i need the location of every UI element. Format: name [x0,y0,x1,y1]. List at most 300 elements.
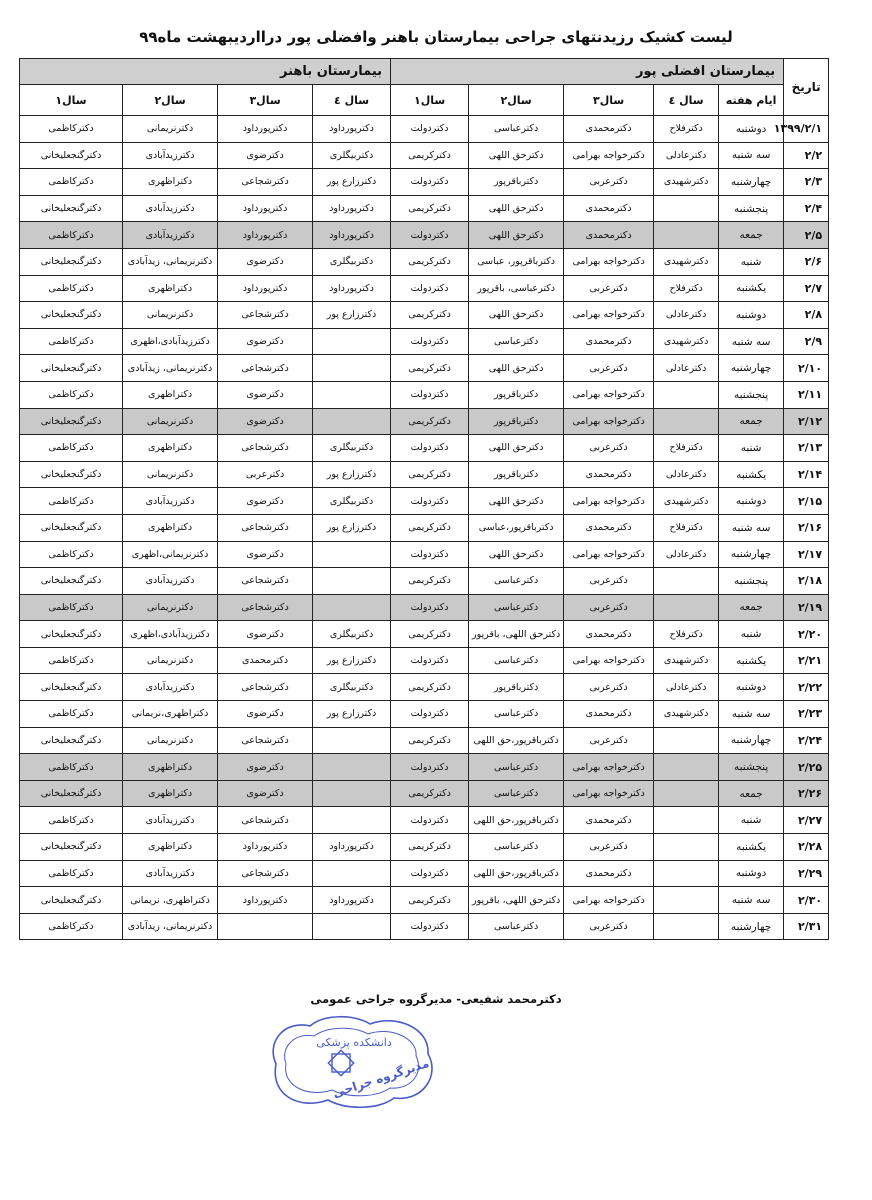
a-year1-cell: دکترکریمی [391,355,469,382]
a-year1-cell: دکتردولت [391,754,469,781]
table-row [20,727,829,754]
a-year1-cell: دکترکریمی [391,674,469,701]
date-cell: ۲/۵ [784,222,829,249]
date-cell: ۲/۸ [784,302,829,329]
weekday-cell: شنبه [719,621,784,648]
b-year4-cell: دکترپورداود [313,275,391,302]
b-year1-cell: دکترکاظمی [20,701,123,728]
b-year1-cell: دکترکاظمی [20,913,123,940]
a-year2-cell: دکترحق اللهی [469,142,564,169]
date-cell: ۲/۳۰ [784,887,829,914]
date-cell: ۲/۱۷ [784,541,829,568]
a-year3-cell: دکترمحمدی [564,514,654,541]
b-year2-cell: دکترزیدآبادی،اظهری [123,328,218,355]
b-year1-cell: دکترکاظمی [20,116,123,143]
a-year4-cell [654,807,719,834]
a-year4-cell: دکترعادلی [654,142,719,169]
b-year4-cell: دکترزارع پور [313,647,391,674]
table-row [20,568,829,595]
table-row [20,169,829,196]
a-year1-cell: دکترکریمی [391,302,469,329]
b-year4-cell: دکتربیگلری [313,142,391,169]
b-year4-cell [313,594,391,621]
a-year1-cell: دکتردولت [391,541,469,568]
table-row [20,222,829,249]
weekday-cell: یکشنبه [719,275,784,302]
table-row [20,647,829,674]
a-year3-cell: دکترخواجه بهرامی [564,381,654,408]
b-year3-cell: دکترشجاعی [218,514,313,541]
hospital-header-row [20,59,829,85]
a-year4-cell: دکترفلاح [654,514,719,541]
b-year2-cell: دکترنریمانی [123,727,218,754]
weekday-cell: دوشنبه [719,302,784,329]
a-year4-cell: دکترشهیدی [654,647,719,674]
a-year4-cell [654,887,719,914]
a-year2-cell: دکترعباسی، باقرپور [469,275,564,302]
a-year1-cell: دکترکریمی [391,461,469,488]
a-year1-cell: دکتردولت [391,435,469,462]
b-year1-cell: دکترگنجعلیخانی [20,727,123,754]
b-year1-cell: دکترگنجعلیخانی [20,674,123,701]
weekday-cell: پنجشنبه [719,381,784,408]
date-cell: ۲/۷ [784,275,829,302]
b-year2-cell: دکترنریمانی [123,116,218,143]
a-year3-cell: دکترمحمدی [564,860,654,887]
b-year1-cell: دکترگنجعلیخانی [20,461,123,488]
b-year4-cell: دکترپورداود [313,222,391,249]
b-year1-cell: دکترکاظمی [20,594,123,621]
a-year1-cell: دکتردولت [391,116,469,143]
b-year2-header: سال۲ [123,85,218,116]
b-year2-cell: دکترزیدآبادی [123,860,218,887]
weekday-cell: یکشنبه [719,834,784,861]
date-cell: ۲/۳ [784,169,829,196]
a-year3-cell: دکترخواجه بهرامی [564,780,654,807]
a-year2-cell: دکترحق اللهی [469,435,564,462]
b-year2-cell: دکتراظهری،نریمانی [123,701,218,728]
a-year3-cell: دکترمحمدی [564,807,654,834]
b-year3-cell: دکترپورداود [218,275,313,302]
date-cell: ۲/۶ [784,248,829,275]
a-year2-cell: دکترباقرپور [469,169,564,196]
a-year2-cell: دکترحق اللهی [469,222,564,249]
a-year4-cell: دکترفلاح [654,621,719,648]
b-year1-header: سال۱ [20,85,123,116]
a-year2-cell: دکترباقرپور، عباسی [469,248,564,275]
weekday-cell: پنجشنبه [719,195,784,222]
table-row [20,328,829,355]
b-year2-cell: دکترنریمانی [123,594,218,621]
b-year4-cell: دکترپورداود [313,834,391,861]
table-row [20,834,829,861]
b-year2-cell: دکتراظهری [123,834,218,861]
date-cell: ۲/۲۲ [784,674,829,701]
b-year4-cell: دکترزارع پور [313,302,391,329]
a-year1-cell: دکتردولت [391,328,469,355]
b-year3-cell: دکترشجاعی [218,807,313,834]
table-row [20,594,829,621]
b-year4-cell [313,328,391,355]
a-year2-cell: دکترحق اللهی [469,195,564,222]
a-year4-cell [654,594,719,621]
a-year4-cell [654,780,719,807]
b-year3-cell: دکترضوی [218,541,313,568]
a-year1-cell: دکتردولت [391,381,469,408]
column-header-row [20,85,829,116]
date-cell: ۲/۲۹ [784,860,829,887]
b-year3-cell: دکترضوی [218,408,313,435]
date-cell: ۲/۲ [784,142,829,169]
a-year3-cell: دکترعربی [564,674,654,701]
b-year2-cell: دکتراظهری [123,754,218,781]
a-year1-cell: دکترکریمی [391,621,469,648]
b-year3-cell: دکترضوی [218,328,313,355]
a-year4-cell: دکترشهیدی [654,248,719,275]
a-year2-cell: دکترحق اللهی [469,355,564,382]
b-year2-cell: دکترنریمانی، زیدآبادی [123,248,218,275]
b-year3-cell: دکترعربی [218,461,313,488]
table-row [20,248,829,275]
b-year3-cell: دکترشجاعی [218,435,313,462]
date-cell: ۲/۳۱ [784,913,829,940]
b-year1-cell: دکترکاظمی [20,275,123,302]
a-year3-header: سال۳ [564,85,654,116]
b-year3-cell: دکترشجاعی [218,355,313,382]
a-year3-cell: دکترعربی [564,727,654,754]
a-year2-header: سال۲ [469,85,564,116]
a-year4-cell: دکترعادلی [654,541,719,568]
table-row [20,195,829,222]
b-year4-cell [313,568,391,595]
a-year3-cell: دکترمحمدی [564,116,654,143]
a-year1-cell: دکترکریمی [391,568,469,595]
b-year3-cell: دکترمحمدی [218,647,313,674]
department-stamp [262,1012,442,1112]
b-year2-cell: دکتراظهری [123,381,218,408]
b-year4-cell: دکترزارع پور [313,461,391,488]
b-year4-cell [313,807,391,834]
b-year4-cell: دکتربیگلری [313,621,391,648]
b-year2-cell: دکترزیدآبادی [123,807,218,834]
date-cell: ۲/۱۱ [784,381,829,408]
table-row [20,275,829,302]
b-year1-cell: دکترکاظمی [20,328,123,355]
a-year1-cell: دکترکریمی [391,780,469,807]
b-year2-cell: دکترزیدآبادی [123,142,218,169]
weekday-cell: یکشنبه [719,461,784,488]
b-year2-cell: دکترنریمانی [123,647,218,674]
b-year1-cell: دکترکاظمی [20,807,123,834]
a-year3-cell: دکترخواجه بهرامی [564,488,654,515]
a-year3-cell: دکترخواجه بهرامی [564,408,654,435]
b-year4-cell: دکتربیگلری [313,488,391,515]
stamp-faculty-text: دانشکده پزشکی [316,1036,392,1049]
date-cell: ۲/۲۷ [784,807,829,834]
date-cell: ۲/۱۶ [784,514,829,541]
b-year4-cell [313,754,391,781]
weekday-cell: جمعه [719,780,784,807]
weekday-cell: دوشنبه [719,860,784,887]
a-year2-cell: دکترعباسی [469,328,564,355]
table-row [20,807,829,834]
b-year1-cell: دکترکاظمی [20,435,123,462]
table-row [20,754,829,781]
date-cell: ۲/۲۰ [784,621,829,648]
date-cell: ۲/۱۵ [784,488,829,515]
a-year3-cell: دکترخواجه بهرامی [564,302,654,329]
a-year4-cell: دکترعادلی [654,461,719,488]
b-year4-cell [313,381,391,408]
a-year1-cell: دکتردولت [391,647,469,674]
table-row [20,355,829,382]
date-cell: ۲/۲۱ [784,647,829,674]
b-year2-cell: دکترنریمانی [123,461,218,488]
b-year2-cell: دکترزیدآبادی [123,222,218,249]
a-year3-cell: دکترعربی [564,913,654,940]
b-year3-cell: دکترشجاعی [218,594,313,621]
b-year3-cell: دکترشجاعی [218,568,313,595]
weekday-cell: چهارشنبه [719,727,784,754]
a-year4-cell: دکترعادلی [654,674,719,701]
a-year4-cell [654,913,719,940]
b-year4-cell: دکتربیگلری [313,435,391,462]
table-row [20,701,829,728]
b-year1-cell: دکترکاظمی [20,381,123,408]
b-year3-cell [218,913,313,940]
date-cell: ۲/۱۸ [784,568,829,595]
b-year4-cell: دکترپورداود [313,887,391,914]
b-year4-cell [313,780,391,807]
b-year3-cell: دکترضوی [218,248,313,275]
a-year1-cell: دکتردولت [391,701,469,728]
a-year2-cell: دکترعباسی [469,701,564,728]
a-year3-cell: دکترخواجه بهرامی [564,754,654,781]
a-year4-cell [654,568,719,595]
b-year4-cell: دکترپورداود [313,195,391,222]
a-year3-cell: دکترمحمدی [564,701,654,728]
b-year4-cell: دکترزارع پور [313,514,391,541]
b-year3-cell: دکترضوی [218,701,313,728]
weekday-cell: یکشنبه [719,647,784,674]
a-year4-cell [654,860,719,887]
a-year3-cell: دکترعربی [564,355,654,382]
a-year2-cell: دکترحق اللهی [469,488,564,515]
a-year1-cell: دکترکریمی [391,834,469,861]
a-year3-cell: دکترمحمدی [564,461,654,488]
b-year1-cell: دکترکاظمی [20,488,123,515]
b-year1-cell: دکترگنجعلیخانی [20,514,123,541]
a-year3-cell: دکترعربی [564,435,654,462]
a-year2-cell: دکترعباسی [469,647,564,674]
a-year4-cell [654,754,719,781]
a-year2-cell: دکترحق اللهی، باقرپور [469,621,564,648]
a-year2-cell: دکترحق اللهی، باقرپور [469,887,564,914]
b-year2-cell: دکتراظهری [123,780,218,807]
a-year4-cell: دکترعادلی [654,302,719,329]
b-year1-cell: دکترگنجعلیخانی [20,887,123,914]
b-year4-cell [313,913,391,940]
weekday-cell: پنجشنبه [719,754,784,781]
a-year2-cell: دکترعباسی [469,780,564,807]
b-year2-cell: دکترزیدآبادی،اظهری [123,621,218,648]
weekday-cell: چهارشنبه [719,355,784,382]
date-cell: ۲/۲۶ [784,780,829,807]
date-cell: ۲/۲۴ [784,727,829,754]
weekday-cell: چهارشنبه [719,169,784,196]
weekday-cell: سه شنبه [719,701,784,728]
weekday-cell: چهارشنبه [719,541,784,568]
a-year1-cell: دکتردولت [391,275,469,302]
table-row [20,461,829,488]
a-year4-header: سال ٤ [654,85,719,116]
b-year2-cell: دکترزیدآبادی [123,195,218,222]
a-year1-cell: دکترکریمی [391,727,469,754]
b-year1-cell: دکترگنجعلیخانی [20,248,123,275]
b-year3-cell: دکترضوی [218,621,313,648]
table-row [20,381,829,408]
date-cell: ۲/۱۴ [784,461,829,488]
weekday-cell: دوشنبه [719,674,784,701]
table-row [20,142,829,169]
a-year4-cell [654,727,719,754]
b-year2-cell: دکترنریمانی،اظهری [123,541,218,568]
a-year2-cell: دکترعباسی [469,568,564,595]
a-year4-cell [654,408,719,435]
a-year1-cell: دکترکریمی [391,248,469,275]
a-year2-cell: دکترحق اللهی [469,302,564,329]
date-cell: ۱۳۹۹/۲/۱ [784,116,829,143]
b-year2-cell: دکترنریمانی، زیدآبادی [123,355,218,382]
b-year3-cell: دکترپورداود [218,195,313,222]
date-cell: ۲/۲۵ [784,754,829,781]
a-year4-cell [654,222,719,249]
b-year3-cell: دکترشجاعی [218,727,313,754]
a-year4-cell: دکترفلاح [654,275,719,302]
a-year2-cell: دکترباقرپور،عباسی [469,514,564,541]
b-year1-cell: دکترگنجعلیخانی [20,568,123,595]
weekday-cell: چهارشنبه [719,913,784,940]
a-year1-cell: دکتردولت [391,860,469,887]
a-year2-cell: دکترعباسی [469,834,564,861]
a-year4-cell: دکترشهیدی [654,169,719,196]
table-row [20,913,829,940]
b-year3-cell: دکترشجاعی [218,169,313,196]
weekday-cell: جمعه [719,594,784,621]
weekday-cell: دوشنبه [719,116,784,143]
table-row [20,674,829,701]
a-year1-cell: دکتردولت [391,807,469,834]
a-year1-cell: دکترکریمی [391,887,469,914]
weekday-cell: شنبه [719,435,784,462]
a-year1-cell: دکترکریمی [391,142,469,169]
table-row [20,860,829,887]
a-year3-cell: دکترعربی [564,169,654,196]
b-year3-cell: دکترشجاعی [218,674,313,701]
b-year4-cell: دکترپورداود [313,116,391,143]
a-year3-cell: دکترمحمدی [564,195,654,222]
a-year2-cell: دکترعباسی [469,594,564,621]
weekday-cell: شنبه [719,248,784,275]
b-year2-cell: دکترنریمانی [123,408,218,435]
a-year4-cell: دکترفلاح [654,435,719,462]
b-year1-cell: دکترکاظمی [20,541,123,568]
weekday-cell: سه شنبه [719,514,784,541]
b-year1-cell: دکترگنجعلیخانی [20,834,123,861]
a-year1-cell: دکترکریمی [391,514,469,541]
b-year1-cell: دکترگنجعلیخانی [20,142,123,169]
b-year1-cell: دکترکاظمی [20,647,123,674]
a-year1-cell: دکتردولت [391,913,469,940]
b-year2-cell: دکتراظهری [123,169,218,196]
b-year3-cell: دکترپورداود [218,116,313,143]
weekday-cell: سه شنبه [719,142,784,169]
a-year3-cell: دکترعربی [564,594,654,621]
a-year2-cell: دکترعباسی [469,116,564,143]
b-year2-cell: دکترزیدآبادی [123,568,218,595]
b-year4-cell: دکترزارع پور [313,169,391,196]
a-year3-cell: دکترخواجه بهرامی [564,647,654,674]
date-cell: ۲/۹ [784,328,829,355]
roster-body [20,116,829,940]
a-year3-cell: دکترخواجه بهرامی [564,142,654,169]
date-cell: ۲/۱۹ [784,594,829,621]
a-year3-cell: دکترعربی [564,275,654,302]
b-year4-cell [313,355,391,382]
b-year1-cell: دکترگنجعلیخانی [20,195,123,222]
b-year1-cell: دکترگنجعلیخانی [20,780,123,807]
b-year2-cell: دکتراظهری [123,514,218,541]
date-cell: ۲/۱۳ [784,435,829,462]
weekday-cell: سه شنبه [719,328,784,355]
a-year2-cell: دکترباقرپور [469,408,564,435]
table-row [20,541,829,568]
b-year3-cell: دکترضوی [218,488,313,515]
a-year2-cell: دکترعباسی [469,754,564,781]
a-year4-cell [654,381,719,408]
a-year3-cell: دکترمحمدی [564,222,654,249]
b-year2-cell: دکترنریمانی، زیدآبادی [123,913,218,940]
b-year2-cell: دکترنریمانی [123,302,218,329]
b-year3-cell: دکترشجاعی [218,860,313,887]
b-year1-cell: دکترگنجعلیخانی [20,408,123,435]
b-year2-cell: دکترزیدآبادی [123,488,218,515]
a-year4-cell: دکترعادلی [654,355,719,382]
date-cell: ۲/۱۲ [784,408,829,435]
a-year1-header: سال۱ [391,85,469,116]
b-year2-cell: دکتراظهری، نریمانی [123,887,218,914]
b-year2-cell: دکتراظهری [123,435,218,462]
b-year4-cell: دکتربیگلری [313,248,391,275]
a-year4-cell: دکترفلاح [654,116,719,143]
weekday-header: ایام هفته [719,85,784,116]
b-year1-cell: دکترگنجعلیخانی [20,621,123,648]
b-year2-cell: دکترزیدآبادی [123,674,218,701]
weekday-cell: شنبه [719,807,784,834]
weekday-cell: سه شنبه [719,887,784,914]
a-year2-cell: دکترعباسی [469,913,564,940]
weekday-cell: جمعه [719,222,784,249]
a-year3-cell: دکترعربی [564,834,654,861]
date-cell: ۲/۲۸ [784,834,829,861]
a-year3-cell: دکترخواجه بهرامی [564,541,654,568]
date-cell: ۲/۲۳ [784,701,829,728]
a-year1-cell: دکترکریمی [391,408,469,435]
hospital-bahonar-header: بیمارستان باهنر [20,59,391,85]
a-year3-cell: دکترعربی [564,568,654,595]
b-year4-cell [313,408,391,435]
a-year1-cell: دکتردولت [391,222,469,249]
